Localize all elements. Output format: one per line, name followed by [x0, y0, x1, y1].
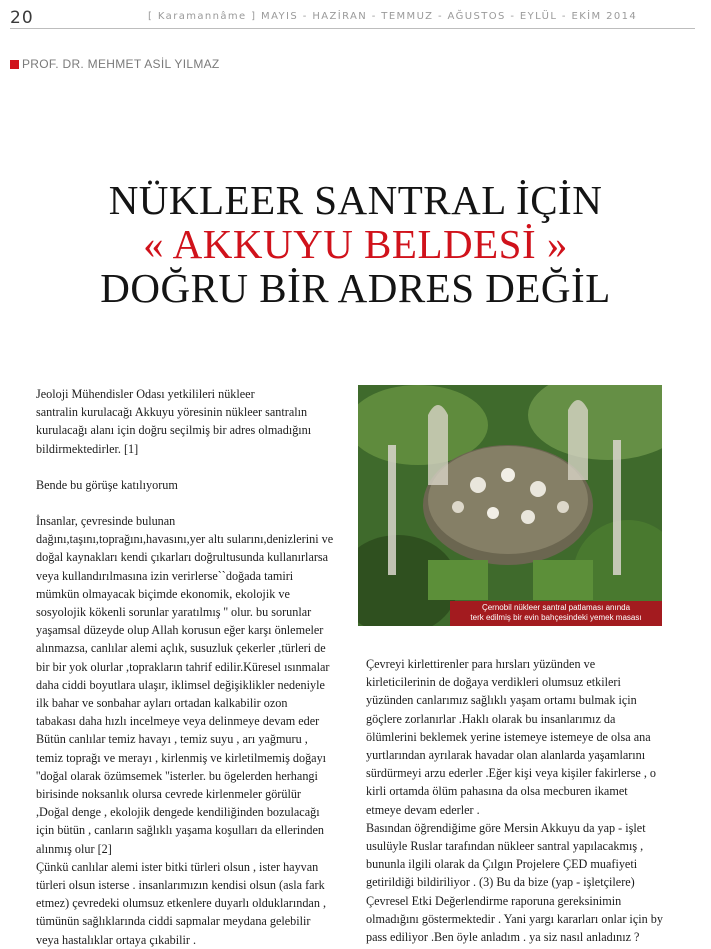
- text-line: kirleticilerinin de doğaya verdikleri olumsuz etkileri: [366, 675, 621, 690]
- caption-line-2: terk edilmiş bir evin bahçesindeki yemek masası: [470, 613, 642, 622]
- paragraph-2: [36, 476, 361, 494]
- photo-caption: [450, 601, 662, 626]
- title-line-1: NÜKLEER SANTRAL İÇİN: [108, 177, 603, 223]
- text-line: sürdürmeyi arzu ederler .Eğer kişi veya kişiler fakirlerse , o: [366, 766, 657, 781]
- text-line: Çevreyi kirlettirenler para hırsları yüzünden ve: [366, 657, 596, 671]
- text-line: Basından öğrendiğime göre Mersin Akkuyu da yap - işlet: [366, 820, 646, 835]
- article-title: [0, 178, 711, 310]
- text-line: ölümlerini beklemek yerine istemeye istemeye de olsa ana: [366, 729, 651, 744]
- text-line: Bütün canlılar temiz havayı , temiz suyu , arı yağmuru ,: [36, 732, 308, 747]
- text-line: kirli ortamda ölüm pahasına da olsa mecburen ikamet: [366, 784, 628, 799]
- left-column: [36, 385, 361, 949]
- text-line: veya hastalıklar ortaya çıkabilir .: [36, 932, 197, 947]
- paragraph-1: [36, 385, 361, 458]
- text-line: bildirmektedirler. [1]: [36, 441, 139, 456]
- text-line: yurtlarından ayrılarak havadar olan alanlarda yaşamlarını: [366, 748, 646, 763]
- right-column: [366, 655, 696, 946]
- text-line: yüzünden canlarımız sağlıklı yaşam ortamı bulmak için: [366, 693, 637, 708]
- text-line: kurulacağı alanı için doğru seçilmiş bir adres olmadığını: [36, 423, 312, 438]
- text-line: tabakası daha hızlı incelmeye veya delinmeye devam eder: [36, 714, 320, 729]
- photo-illustration: [358, 385, 662, 626]
- text-line: sosyolojik kökenli sorunlar yaratılmış '' olur. bu sorunlar: [36, 605, 312, 620]
- page-number: 20: [10, 8, 34, 28]
- caption-line-1: Çernobil nükleer santral patlaması anında: [481, 603, 631, 612]
- text-line: göçlere zorlanırlar .Haklı olarak bu insanlarımız da: [366, 711, 616, 726]
- running-head: [ Karamannâme ] MAYIS - HAZİRAN - TEMMUZ - AĞUSTOS - EYLÜL - EKİM 2014: [148, 11, 638, 22]
- text-line: ,Doğal denge , ekolojik dengede kendiliğinden bozulacağı: [36, 805, 320, 820]
- text-line: birisinde noksanlık olursa cevrede kirlenmeler görülür: [36, 787, 301, 802]
- text-line: alınmazsa, canlılar alemi açlık, susuzluk çekerler ,türleri de: [36, 641, 326, 656]
- text-line: getirildiği bildiriliyor . (3) Bu da bize (yap - işletçilere): [366, 875, 635, 890]
- paragraph-gap: [36, 458, 361, 476]
- garden-table-photo: [358, 385, 662, 626]
- text-line: bununla ilgili olarak da Çılgın Projelere ÇED muafiyeti: [366, 857, 638, 872]
- text-line: Çünkü canlılar alemi ister bitki türleri olsun , ister hayvan: [36, 859, 319, 874]
- text-line: bir bir yok olurlar ,toprakların tahrif edilir.Küresel ısınmalar: [36, 659, 330, 674]
- text-line: tümünün sağlıklarında ciddi sapmalar meydana gelebilir: [36, 914, 311, 929]
- title-line-3: DOĞRU BİR ADRES DEĞİL: [100, 265, 611, 311]
- text-line: veya kullandırılmasına izin verirlerse``doğada tamiri: [36, 568, 294, 583]
- text-line: ilk bahar ve sonbahar ayları ortadan kalkabilir ozon: [36, 696, 288, 711]
- text-line: mümkün olmayacak biçimde ekonomik, ekolojik ve: [36, 586, 290, 601]
- paragraph-3: [36, 512, 361, 949]
- paragraph-gap: [36, 494, 361, 512]
- text-line: temiz toprağı ve merayı , kirlenmiş ve kirletilmemiş doğayı: [36, 750, 327, 765]
- text-line: yaşamsal düzeyde olup Allah korusun eğer karşı önlemeler: [36, 623, 324, 638]
- text-line: pass ediliyor .Ben öyle anladım . ya siz nasıl anladınız ?: [366, 930, 640, 945]
- text-line: İnsanlar, çevresinde bulunan: [36, 514, 176, 529]
- text-line: santralin kurulacağı Akkuyu yöresinin nükleer santralın: [36, 405, 308, 420]
- text-line: daha ciddi boyutlara ulaşır, iklimsel değişiklikler nedeniyle: [36, 677, 325, 692]
- text-line: olmadığını göstermektedir . Yani yargı kararları onlar için by: [366, 911, 663, 926]
- text-line: Çevresel Etki Değerlendirme raporuna gereksinimin: [366, 893, 622, 908]
- text-line: etmeye devam ederler .: [366, 802, 480, 817]
- text-line: için bütün , canların sağlıklı yaşama koşulları da ellerinden: [36, 823, 325, 838]
- text-line: usulüyle Ruslar tarafından nükleer santral yapılacakmış ,: [366, 839, 644, 854]
- text-line: doğal kaynakları kendi çıkarları doğrultusunda kullanırlarsa: [36, 550, 329, 565]
- text-line: Bende bu görüşe katılıyorum: [36, 477, 178, 492]
- text-line: etmez) çevredeki olumsuz etkenlere duyarlı olduklarından ,: [36, 896, 327, 911]
- text-line: türleri olsun isterse . insanlarımızın kendisi olsun (asla fark: [36, 878, 325, 893]
- author-name: PROF. DR. MEHMET ASİL YILMAZ: [22, 57, 220, 71]
- text-line: dağını,taşını,toprağını,havasını,yer altı sularını,denizlerini ve: [36, 532, 334, 547]
- title-line-2: « AKKUYU BELDESİ »: [143, 221, 568, 267]
- text-line: alınmış olur [2]: [36, 841, 112, 856]
- text-line: Jeoloji Mühendisler Odası yetkilileri nükleer: [36, 387, 255, 401]
- author-marker: [10, 60, 19, 69]
- text-line: ''doğal olarak özümsemek ''isterler. bu ögelerden herhangi: [36, 768, 318, 783]
- header-divider: [10, 28, 695, 29]
